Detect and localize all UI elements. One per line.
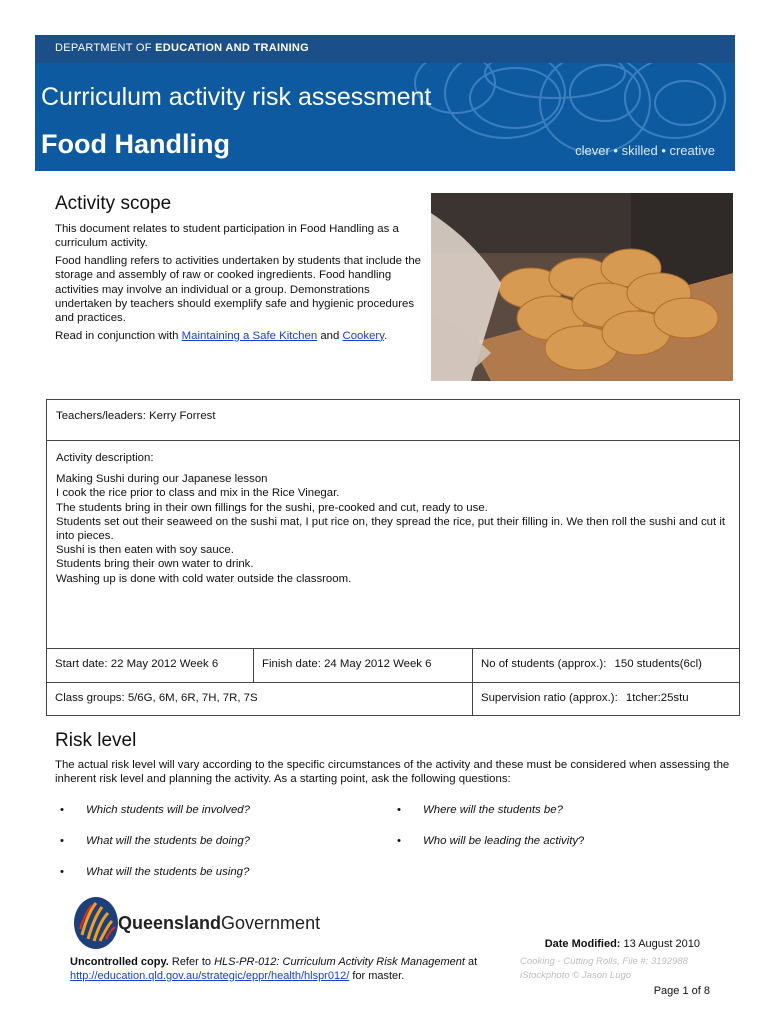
start-date-value[interactable]: 22 May 2012 Week 6 [110,658,219,670]
supervision-value[interactable]: 1tcher:25stu [625,692,689,704]
class-groups-value[interactable]: 5/6G, 6M, 6R, 7H, 7R, 7S [127,692,258,704]
department-bar [35,35,735,63]
department-name: DEPARTMENT OF EDUCATION AND TRAINING [55,42,310,54]
queensland-government-logo [72,895,120,956]
scope-paragraph-1: This document relates to student participation in Food Handling as a curriculum activity. [55,223,399,250]
page-number: Page 1 of 8 [653,985,710,997]
photo-credit: Cooking - Cutting Rolls, File #: 3192988 iStockphoto © Jason Lugo [520,956,688,981]
dates-row [46,648,740,683]
finish-date-value[interactable]: 24 May 2012 Week 6 [324,658,432,670]
maintaining-safe-kitchen-link[interactable]: Maintaining a Safe Kitchen [181,329,318,342]
question-item: • Which students will be involved? [60,804,250,816]
description-line[interactable]: Students bring their own water to drink. [56,558,254,571]
description-line[interactable]: Making Sushi during our Japanese lesson [56,473,268,486]
start-date-cell [47,649,254,682]
finish-date-label: Finish date: [262,658,321,670]
tagline: clever • skilled • creative [575,143,715,158]
document-subtitle: Food Handling [41,129,230,159]
description-line[interactable]: Sushi is then eaten with soy sauce. [56,544,234,557]
queensland-government-wordmark: QueenslandGovernment [118,913,321,933]
scope-paragraph-2: Food handling refers to activities undertaken by students that include the storage and assembly of raw or cooked ingredients. Food handling activities may involve an individual or a group. Demonstrations undertaken by teachers should exemplify safe and hygienic procedures and practices. [55,254,421,325]
cookery-link[interactable]: Cookery [342,329,385,342]
description-line[interactable]: I cook the rice prior to class and mix in the Rice Vinegar. [56,487,340,500]
activity-description-label: Activity description: [56,452,154,464]
activity-description-box [46,440,740,649]
class-groups-label: Class groups: [55,692,125,704]
start-date-label: Start date: [55,658,108,670]
question-item: • Where will the students be? [397,804,563,816]
risk-level-text: The actual risk level will vary according to the specific circumstances of the activity and these must be considered when assessing the inherent risk level and planning the activity. As a starting point, ask the following questions: [55,759,730,786]
document-title: Curriculum activity risk assessment [41,83,432,111]
uncontrolled-copy-notice: Uncontrolled copy. Refer to HLS-PR-012: Curriculum Activity Risk Management at http://education.qld.gov.au/strategic/eppr/health/hlspr012/ for master. [70,956,478,982]
teachers-label: Teachers/leaders: [56,410,146,422]
supervision-label: Supervision ratio (approx.): [481,692,618,704]
question-item: • Who will be leading the activity? [397,835,585,847]
risk-level-heading: Risk level [55,730,137,751]
question-item: • What will the students be doing? [60,835,250,847]
class-groups-cell [47,683,473,715]
students-value[interactable]: 150 students(6cl) [614,658,702,670]
students-cell [473,649,739,682]
hlspr012-link[interactable]: http://education.qld.gov.au/strategic/eppr/health/hlspr012/ [70,970,350,982]
supervision-cell [473,683,739,715]
title-banner [35,63,735,171]
students-label: No of students (approx.): [481,658,607,670]
teachers-row [46,399,740,441]
groups-row [46,682,740,716]
description-line[interactable]: The students bring in their own fillings for the sushi, pre-cooked and cut, ready to use. [56,501,488,514]
scope-paragraph-3: Read in conjunction with Maintaining a Safe Kitchen and Cookery. [55,329,388,342]
description-line[interactable]: Students set out their seaweed on the sushi mat, I put rice on, they spread the rice, put their filling in. We then roll the sushi and cut it into pieces. [56,515,726,543]
finish-date-cell [254,649,473,682]
date-modified: Date Modified: 13 August 2010 [544,938,700,950]
activity-scope-text [55,222,425,346]
activity-scope-heading: Activity scope [55,193,172,214]
food-handling-photo [431,193,733,381]
description-line[interactable]: Washing up is done with cold water outside the classroom. [56,572,352,585]
question-item: • What will the students be using? [60,866,250,878]
teachers-value[interactable]: Kerry Forrest [149,410,216,422]
